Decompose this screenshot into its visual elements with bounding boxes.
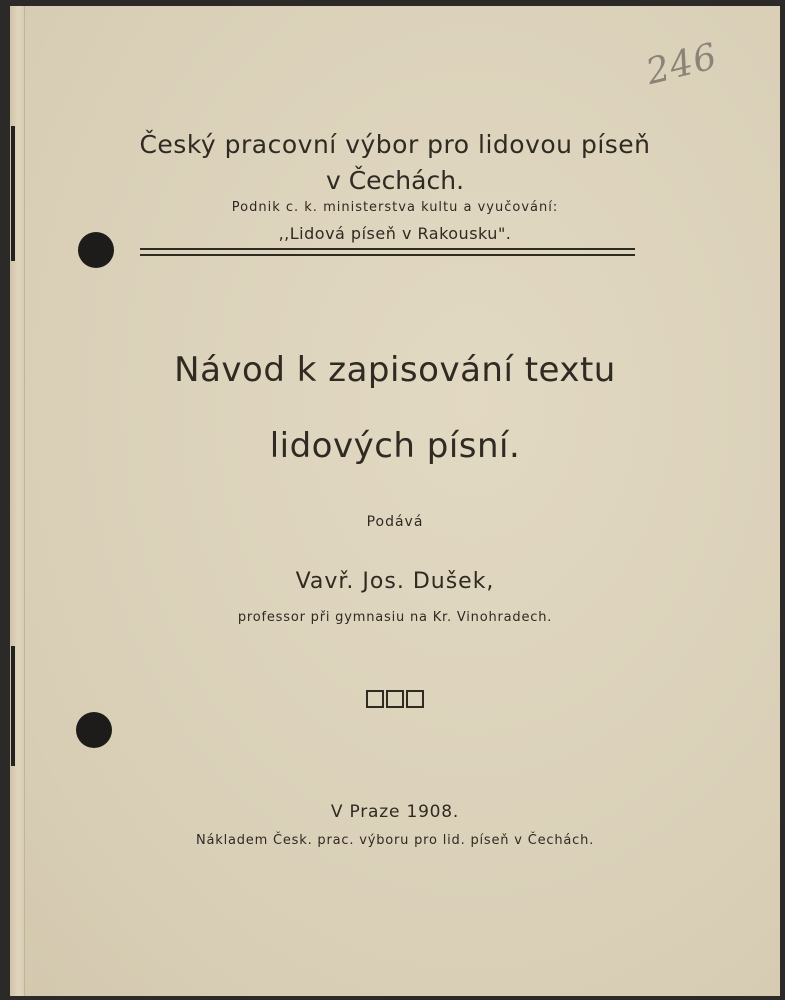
- imprint-publisher: Nákladem Česk. prac. výboru pro lid. píseň v Čechách.: [195, 833, 595, 848]
- author-affiliation: professor při gymnasiu na Kr. Vinohradech.: [237, 610, 553, 625]
- imprint-place-year: V Praze 1908.: [330, 802, 460, 822]
- title-line-2: lidových písní.: [269, 426, 521, 466]
- ornament-square: [386, 690, 404, 708]
- header-line-3: Podnik c. k. ministerstva kultu a vyučování:: [231, 200, 559, 215]
- ornament-square: [366, 690, 384, 708]
- header-line-1: Český pracovní výbor pro lidovou píseň: [139, 130, 651, 159]
- byline-label: Podává: [366, 514, 424, 530]
- document-page: [10, 6, 780, 996]
- handwritten-number: 246: [642, 35, 722, 94]
- header-line-2: v Čechách.: [325, 166, 465, 195]
- author-name: Vavř. Jos. Dušek,: [295, 569, 495, 594]
- ornament-square: [406, 690, 424, 708]
- punch-hole: [76, 712, 112, 748]
- divider-rule: [140, 248, 635, 250]
- title-line-1: Návod k zapisování textu: [174, 350, 616, 390]
- header-line-4: ,,Lidová píseň v Rakousku".: [278, 224, 512, 243]
- ornament-squares: [10, 690, 780, 708]
- divider-rule: [140, 254, 635, 256]
